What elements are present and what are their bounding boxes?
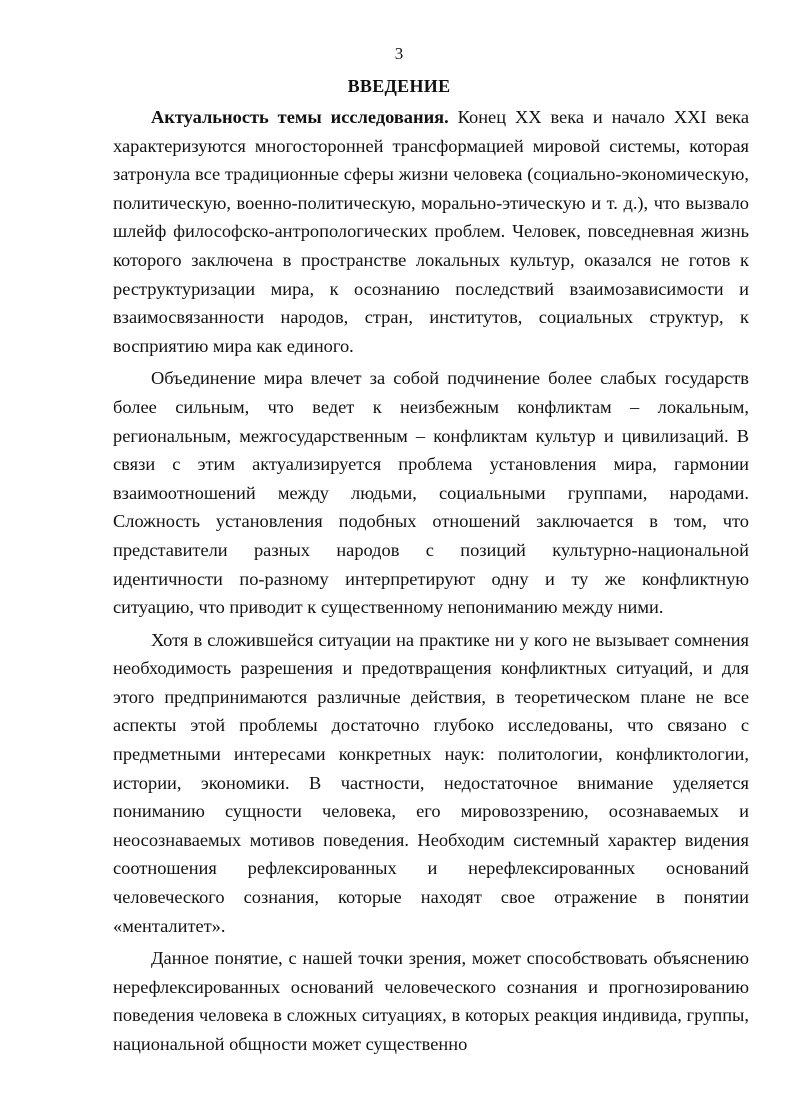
body-text	[113, 103, 749, 1059]
paragraph-text: Конец XX века и начало XXI века характеризуются многосторонней трансформацией мировой системы, которая затронула все традиционные сферы жизни человека (социально-экономическую, политическую, военно-политическую, морально-этическую и т. д.), что вызвало шлейф философско-антропологических проблем. Человек, повседневная жизнь которого заключена в пространстве локальных культур, оказался не готов к реструктуризации мира, к осознанию последствий взаимозависимости и взаимосвязанности народов, стран, институтов, социальных структур, к восприятию мира как единого.	[113, 107, 750, 356]
paragraph-text: Данное понятие, с нашей точки зрения, может способствовать объяснению нерефлексированных оснований человеческого сознания и прогнозированию поведения человека в сложных ситуациях, в которых реакция индивида, группы, национальной общности может существенно	[113, 948, 749, 1054]
page-number: 3	[394, 44, 404, 63]
section-heading: ВВЕДЕНИЕ	[347, 76, 451, 96]
paragraph-lead: Актуальность темы исследования.	[151, 107, 449, 127]
paragraph-unification	[113, 364, 749, 621]
paragraph-relevance	[113, 103, 749, 360]
paragraph-text: Хотя в сложившейся ситуации на практике ни у кого не вызывает сомнения необходимость разрешения и предотвращения конфликтных ситуаций, и для этого предпринимаются различные действия, в теоретическом плане не все аспекты этой проблемы достаточно глубоко исследованы, что связано с предметными интересами конкретных наук: политологии, конфликтологии, истории, экономики. В частности, недостаточное внимание уделяется пониманию сущности человека, его мировоззрению, осознаваемых и неосознаваемых мотивов поведения. Необходим системный характер видения соотношения рефлексированных и нерефлексированных оснований человеческого сознания, которые находят свое отражение в понятии «менталитет».	[113, 629, 749, 936]
paragraph-concept	[113, 944, 749, 1058]
paragraph-text: Объединение мира влечет за собой подчинение более слабых государств более сильным, что ведет к неизбежным конфликтам – локальным, региональным, межгосударственным – конфликтам культур и цивилизаций. В связи с этим актуализируется проблема установления мира, гармонии взаимоотношений между людьми, социальными группами, народами. Сложность установления подобных отношений заключается в том, что представители разных народов с позиций культурно-национальной идентичности по-разному интерпретируют одну и ту же конфликтную ситуацию, что приводит к существенному непониманию между ними.	[113, 368, 749, 618]
paragraph-conflict-situations	[113, 626, 749, 941]
